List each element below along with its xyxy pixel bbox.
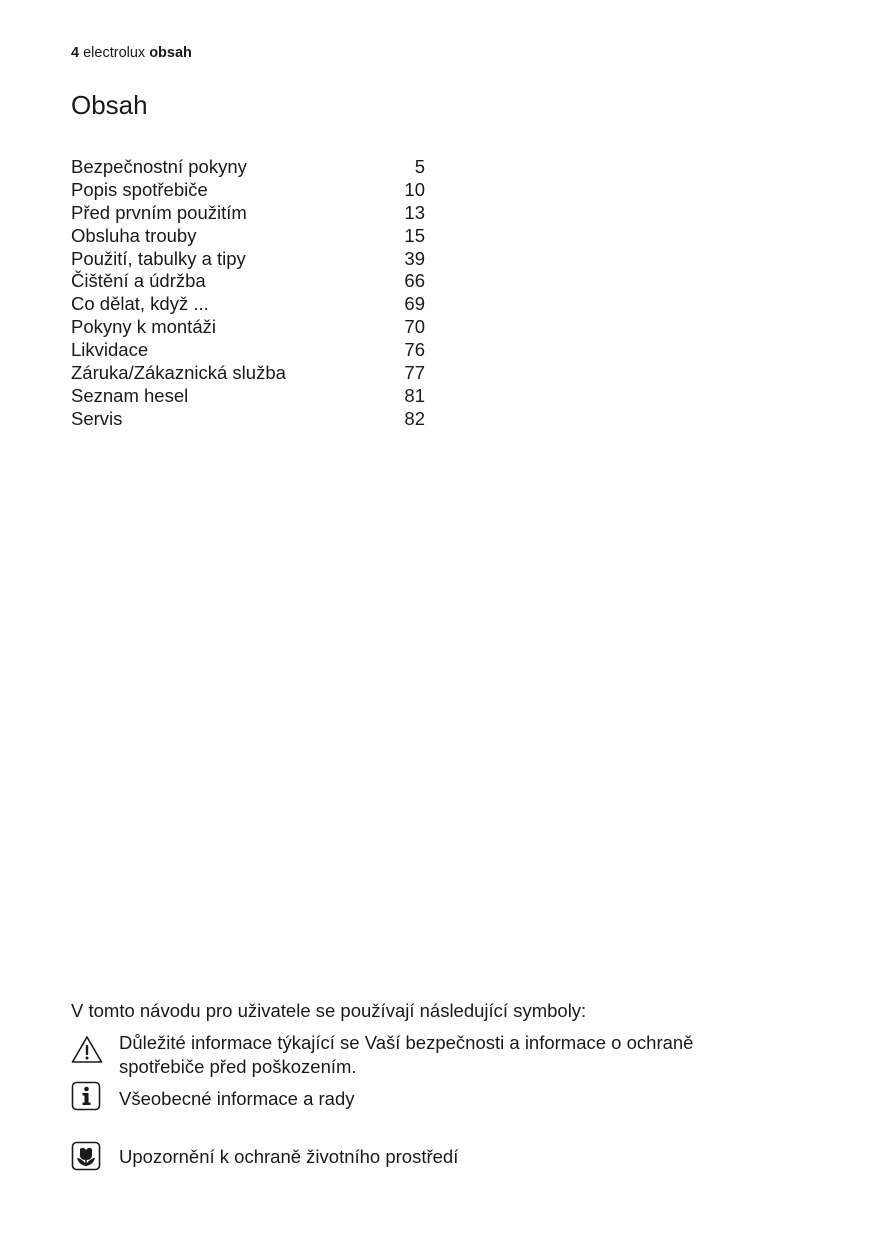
environment-icon	[71, 1141, 101, 1171]
toc-entry-page: 39	[404, 247, 425, 269]
toc-entry[interactable]	[71, 293, 427, 316]
toc-entry-label: Záruka/Zákaznická služba	[71, 362, 286, 384]
warning-triangle-icon	[71, 1035, 103, 1064]
toc-entry-page: 77	[404, 362, 425, 384]
toc-entry[interactable]	[71, 248, 427, 271]
toc-entry-label: Co dělat, když ...	[71, 293, 209, 315]
info-icon	[71, 1081, 101, 1111]
page-title: Obsah	[71, 90, 148, 120]
page-header	[71, 44, 192, 62]
toc-entry[interactable]	[71, 225, 427, 248]
symbol-item-text: Všeobecné informace a rady	[119, 1088, 355, 1109]
toc-entry-label: Čištění a údržba	[71, 270, 206, 292]
toc-entry[interactable]	[71, 270, 427, 293]
toc-entry-label: Použití, tabulky a tipy	[71, 247, 246, 269]
symbol-item-warning	[71, 1031, 771, 1087]
toc-entry[interactable]	[71, 156, 427, 179]
page-number: 4	[71, 45, 80, 61]
symbol-item-text: Důležité informace týkající se Vaší bezpečnosti a informace o ochraně spotřebiče před poškozením.	[119, 1032, 694, 1077]
toc-entry-label: Obsluha trouby	[71, 224, 197, 246]
toc-entry-page: 15	[404, 224, 425, 246]
table-of-contents	[71, 156, 427, 431]
toc-entry-label: Před prvním použitím	[71, 201, 247, 223]
symbols-legend	[71, 999, 771, 1185]
toc-entry-page: 69	[404, 293, 425, 315]
toc-entry-page: 13	[404, 201, 425, 223]
toc-entry-label: Pokyny k montáži	[71, 316, 216, 338]
section-name: obsah	[149, 45, 192, 61]
toc-entry-page: 82	[404, 407, 425, 429]
toc-entry[interactable]	[71, 362, 427, 385]
toc-entry[interactable]	[71, 385, 427, 408]
symbol-item-environment	[71, 1145, 771, 1185]
symbol-item-info	[71, 1087, 771, 1145]
toc-entry-page: 66	[404, 270, 425, 292]
brand-name: electrolux	[83, 45, 146, 61]
toc-entry[interactable]	[71, 408, 427, 431]
toc-entry-label: Popis spotřebiče	[71, 178, 208, 200]
toc-entry-label: Likvidace	[71, 339, 149, 361]
toc-entry-label: Servis	[71, 407, 123, 429]
toc-entry-page: 81	[404, 384, 425, 406]
toc-entry[interactable]	[71, 339, 427, 362]
symbol-item-text: Upozornění k ochraně životního prostředí	[119, 1146, 459, 1167]
toc-entry-label: Seznam hesel	[71, 384, 189, 406]
toc-entry-page: 76	[404, 339, 425, 361]
symbols-intro: V tomto návodu pro uživatele se používají následující symboly:	[71, 1000, 587, 1021]
toc-entry-label: Bezpečnostní pokyny	[71, 156, 247, 177]
toc-entry[interactable]	[71, 202, 427, 225]
toc-entry-page: 10	[404, 178, 425, 200]
toc-entry[interactable]	[71, 316, 427, 339]
toc-entry-page: 70	[404, 316, 425, 338]
toc-entry-page: 5	[414, 156, 425, 177]
toc-entry[interactable]	[71, 179, 427, 202]
